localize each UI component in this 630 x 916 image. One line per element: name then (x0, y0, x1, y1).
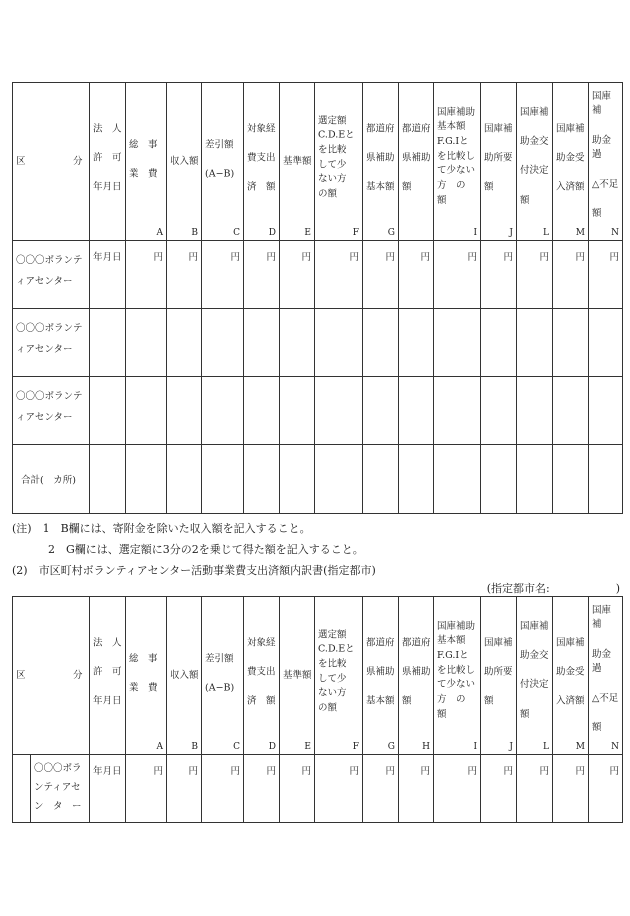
permit-date-cell[interactable]: 年月日 (90, 755, 126, 823)
column-letter: N (611, 228, 619, 238)
total-cell[interactable] (280, 445, 315, 514)
header-cell (167, 83, 202, 241)
header-cell (167, 597, 202, 755)
header-text: 国庫補 助所要 額 (484, 636, 513, 707)
amount-cell[interactable] (167, 377, 202, 445)
column-letter: H (422, 742, 430, 752)
column-letter: I (473, 228, 477, 238)
header-cell (202, 597, 244, 755)
table-row (13, 755, 623, 823)
total-cell[interactable] (399, 445, 434, 514)
amount-cell[interactable]: 円 (481, 755, 517, 823)
amount-cell[interactable]: 円 (399, 755, 434, 823)
amount-cell[interactable]: 円 (589, 755, 623, 823)
header-text: 選定額 C.D.Eと を比較 して少 ない方 の額 (318, 628, 355, 714)
column-letter: M (575, 228, 585, 238)
amount-cell[interactable]: 円 (553, 755, 589, 823)
header-text: 基準額 (283, 669, 312, 681)
column-letter: A (156, 228, 163, 238)
header-text: 国庫補 助金受 入済額 (556, 122, 585, 193)
amount-cell[interactable] (481, 377, 517, 445)
amount-cell[interactable] (481, 309, 517, 377)
header-cell (315, 597, 363, 755)
column-letter: I (473, 742, 477, 752)
header-text: 国庫補 助金交 付決定 額 (520, 620, 549, 721)
amount-cell[interactable]: 円 (244, 241, 280, 309)
header-cell (90, 597, 126, 755)
total-cell[interactable] (589, 445, 623, 514)
header-cell (363, 597, 399, 755)
header-text: 基準額 (283, 155, 312, 167)
amount-cell[interactable]: 円 (553, 241, 589, 309)
amount-cell[interactable] (126, 309, 167, 377)
total-cell[interactable] (315, 445, 363, 514)
expenditure-table-1 (12, 82, 623, 514)
column-letter: G (387, 742, 395, 752)
header-row (13, 83, 623, 241)
total-cell[interactable] (167, 445, 202, 514)
column-letter: C (233, 228, 240, 238)
amount-cell[interactable] (126, 377, 167, 445)
amount-cell[interactable] (167, 309, 202, 377)
table-row (13, 309, 623, 377)
column-letter: G (387, 228, 395, 238)
amount-cell[interactable]: 円 (126, 241, 167, 309)
center-name[interactable]: 〇〇〇ボランテ ィアセンター (13, 377, 90, 445)
amount-cell[interactable] (280, 309, 315, 377)
header-text: 選定額 C.D.Eと を比較 して少 ない方 の額 (318, 114, 355, 200)
header-text: 都道府 県補助 額 (402, 122, 431, 193)
table-row (13, 377, 623, 445)
column-letter: A (156, 742, 163, 752)
amount-cell[interactable]: 円 (434, 241, 481, 309)
amount-cell[interactable] (315, 309, 363, 377)
amount-cell[interactable]: 円 (434, 755, 481, 823)
header-cell (434, 597, 481, 755)
amount-cell[interactable]: 円 (589, 241, 623, 309)
total-label: 合計( カ所) (13, 445, 90, 514)
header-cell (481, 83, 517, 241)
amount-cell[interactable] (363, 377, 399, 445)
amount-cell[interactable] (553, 377, 589, 445)
header-text: 総 事 業 費 (129, 653, 158, 694)
column-letter: E (304, 228, 311, 238)
center-name[interactable]: 〇〇〇ボランテ ィアセンター (13, 309, 90, 377)
header-text: 都道府 県補助 額 (402, 636, 431, 707)
total-cell[interactable] (244, 445, 280, 514)
note-2: 2 G欄には、選定額に3分の2を乗じて得た額を記入すること。 (48, 543, 364, 556)
header-text: 国庫補 助金過 △不足 額 (592, 90, 619, 220)
column-letter: M (575, 742, 585, 752)
amount-cell[interactable] (399, 309, 434, 377)
amount-cell[interactable]: 円 (315, 241, 363, 309)
amount-cell[interactable] (517, 377, 553, 445)
header-cell (280, 597, 315, 755)
amount-cell[interactable] (434, 377, 481, 445)
amount-cell[interactable]: 円 (244, 755, 280, 823)
amount-cell[interactable]: 円 (167, 755, 202, 823)
amount-cell[interactable]: 円 (167, 241, 202, 309)
center-name[interactable]: 〇〇〇ボランテ ィアセンター (13, 241, 90, 309)
total-cell[interactable] (126, 445, 167, 514)
header-text: 国庫補 助金交 付決定 額 (520, 106, 549, 207)
table-row (13, 241, 623, 309)
column-letter: E (304, 742, 311, 752)
header-cell (434, 83, 481, 241)
expenditure-table-2 (12, 596, 623, 823)
header-cell (202, 83, 244, 241)
amount-cell[interactable] (202, 377, 244, 445)
amount-cell[interactable]: 円 (202, 755, 244, 823)
header-cell (399, 83, 434, 241)
header-text: 国庫補助 基本額 F.G.Iと を比較し て少ない 方 の 額 (437, 620, 476, 721)
header-cell (517, 597, 553, 755)
header-cell (126, 83, 167, 241)
permit-date-cell[interactable] (90, 309, 126, 377)
amount-cell[interactable] (244, 309, 280, 377)
designated-city-label: (指定都市名: ) (486, 582, 620, 595)
header-text: 差引額 (A−B) (205, 139, 235, 180)
note-1: (注) 1 B欄には、寄附金を除いた収入額を記入すること。 (12, 522, 311, 535)
amount-cell[interactable]: 円 (126, 755, 167, 823)
amount-cell[interactable] (202, 309, 244, 377)
header-cell (363, 83, 399, 241)
header-cell (481, 597, 517, 755)
total-cell[interactable] (517, 445, 553, 514)
header-text: 対象経 費支出 済 額 (247, 122, 276, 193)
amount-cell[interactable]: 円 (481, 241, 517, 309)
column-letter: J (509, 228, 513, 238)
total-cell[interactable] (90, 445, 126, 514)
amount-cell[interactable]: 円 (399, 241, 434, 309)
header-text: 都道府 県補助 基本額 (366, 636, 395, 707)
center-name[interactable]: 〇〇〇ボラ ンティアセ ン タ ー (13, 755, 90, 823)
amount-cell[interactable] (553, 309, 589, 377)
permit-date-cell[interactable]: 年月日 (90, 241, 126, 309)
amount-cell[interactable]: 円 (202, 241, 244, 309)
header-text: 法 人 許 可 年月日 (93, 122, 122, 193)
header-cell (553, 597, 589, 755)
amount-cell[interactable] (244, 377, 280, 445)
header-cell (244, 83, 280, 241)
amount-cell[interactable] (589, 309, 623, 377)
column-letter: B (191, 228, 198, 238)
header-text: 法 人 許 可 年月日 (93, 636, 122, 707)
permit-date-cell[interactable] (90, 377, 126, 445)
header-row (13, 597, 623, 755)
total-cell[interactable] (434, 445, 481, 514)
header-cell (589, 597, 623, 755)
column-letter: D (268, 228, 276, 238)
column-letter: F (352, 742, 359, 752)
column-letter: L (543, 228, 549, 238)
amount-cell[interactable] (315, 377, 363, 445)
header-text: 国庫補 助金過 △不足 額 (592, 604, 619, 734)
header-cell (399, 597, 434, 755)
header-cell (517, 83, 553, 241)
header-text: 収入額 (170, 669, 199, 681)
amount-cell[interactable] (363, 309, 399, 377)
amount-cell[interactable] (434, 309, 481, 377)
header-category (13, 83, 90, 241)
header-category (13, 597, 90, 755)
amount-cell[interactable]: 円 (280, 755, 315, 823)
section-2-title: (2) 市区町村ボランティアセンター活動事業費支出済額内訳書(指定都市) (12, 564, 376, 577)
column-letter: D (268, 742, 276, 752)
amount-cell[interactable] (517, 309, 553, 377)
header-cell (280, 83, 315, 241)
header-cell (244, 597, 280, 755)
header-cell (126, 597, 167, 755)
header-text: 国庫補 助所要 額 (484, 122, 513, 193)
column-letter: F (352, 228, 359, 238)
header-cell (589, 83, 623, 241)
header-label: 区 分 (16, 155, 83, 167)
column-letter: N (611, 742, 619, 752)
header-text: 収入額 (170, 155, 199, 167)
total-cell[interactable] (363, 445, 399, 514)
amount-cell[interactable] (589, 377, 623, 445)
column-letter: J (509, 742, 513, 752)
total-row (13, 445, 623, 514)
amount-cell[interactable] (280, 377, 315, 445)
header-cell (90, 83, 126, 241)
amount-cell[interactable]: 円 (363, 241, 399, 309)
header-text: 総 事 業 費 (129, 139, 158, 180)
amount-cell[interactable] (399, 377, 434, 445)
header-text: 国庫補 助金受 入済額 (556, 636, 585, 707)
header-cell (315, 83, 363, 241)
column-letter: L (543, 742, 549, 752)
header-label: 区 分 (16, 669, 83, 681)
header-text: 国庫補助 基本額 F.G.Iと を比較し て少ない 方 の 額 (437, 106, 476, 207)
total-cell[interactable] (202, 445, 244, 514)
amount-cell[interactable]: 円 (517, 755, 553, 823)
amount-cell[interactable]: 円 (517, 241, 553, 309)
amount-cell[interactable]: 円 (280, 241, 315, 309)
total-cell[interactable] (553, 445, 589, 514)
amount-cell[interactable]: 円 (315, 755, 363, 823)
column-letter: B (191, 742, 198, 752)
header-text: 都道府 県補助 基本額 (366, 122, 395, 193)
header-cell (553, 83, 589, 241)
amount-cell[interactable]: 円 (363, 755, 399, 823)
header-text: 対象経 費支出 済 額 (247, 636, 276, 707)
column-letter: C (233, 742, 240, 752)
header-text: 差引額 (A−B) (205, 653, 235, 694)
total-cell[interactable] (481, 445, 517, 514)
